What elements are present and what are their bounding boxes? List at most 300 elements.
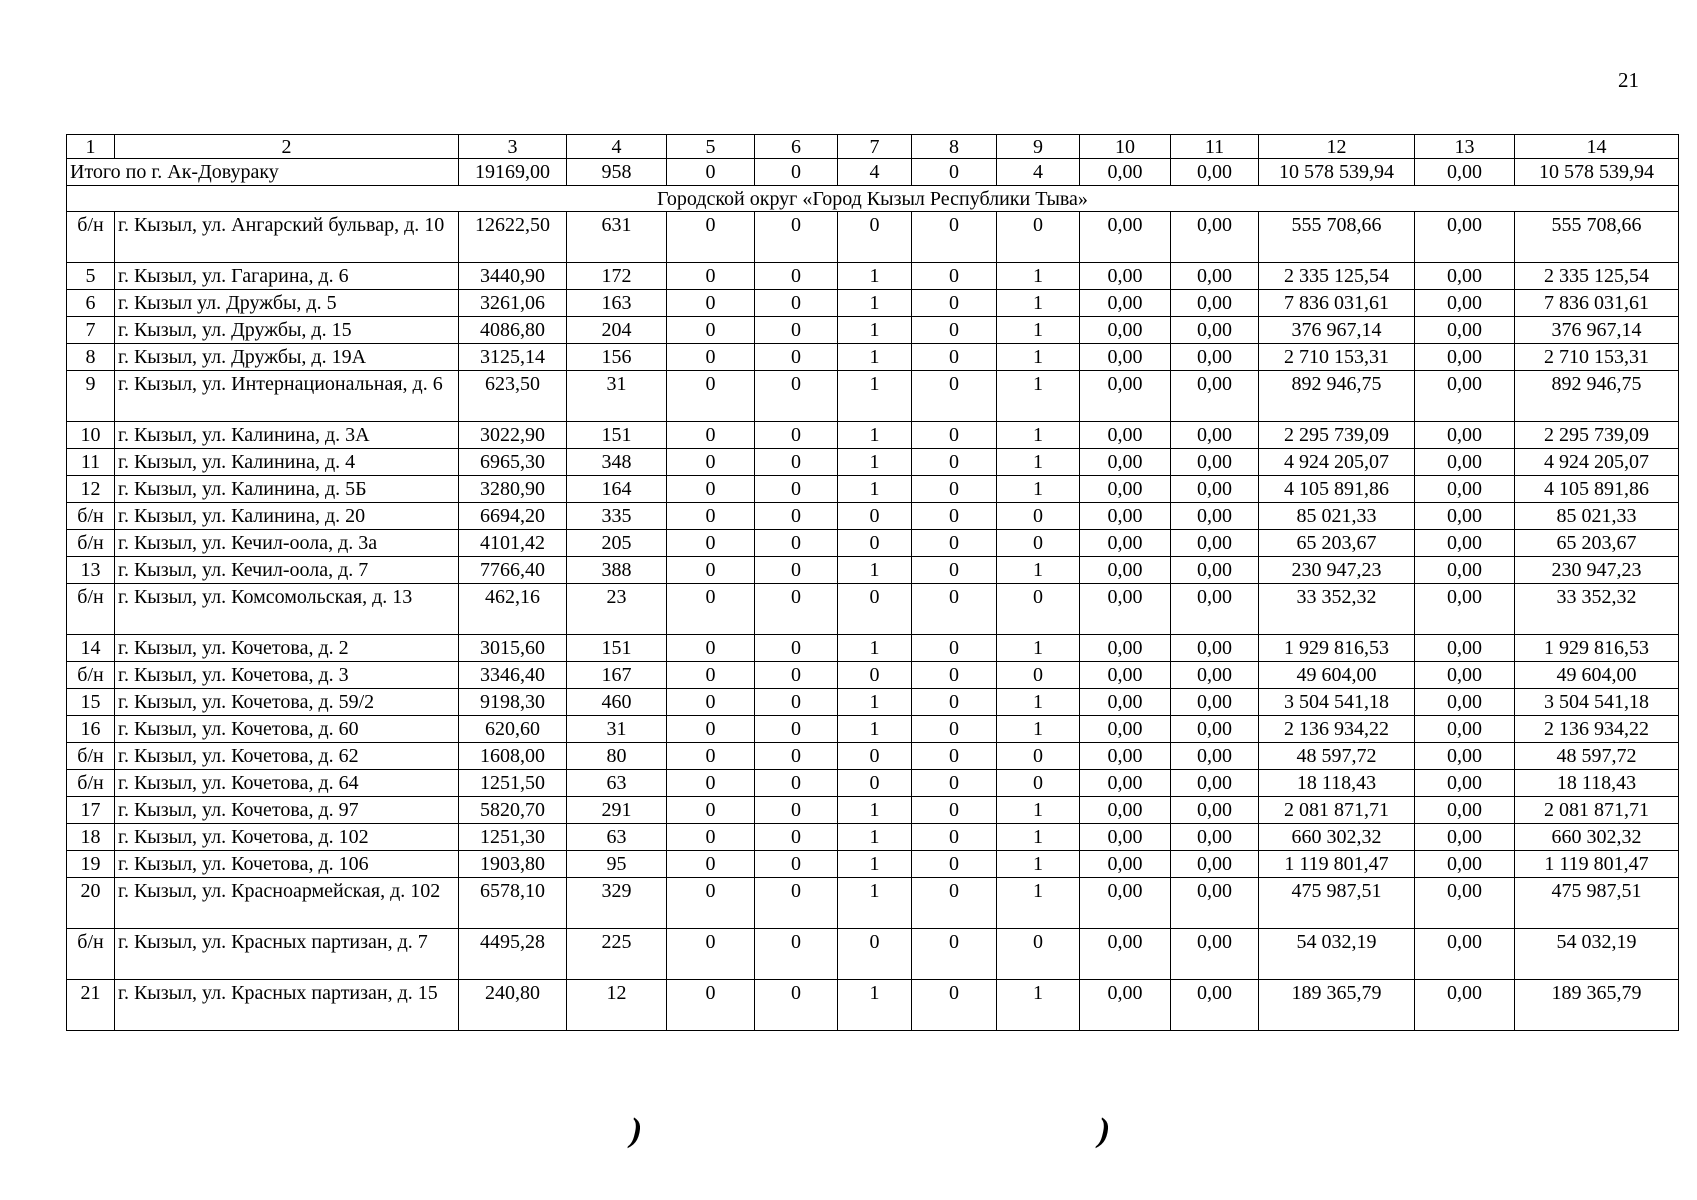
col-13-cell: 0,00 — [1415, 422, 1515, 449]
col-13-cell: 0,00 — [1415, 263, 1515, 290]
col-10-cell: 0,00 — [1080, 317, 1171, 344]
column-number-cell: 11 — [1171, 135, 1259, 159]
amount-14-cell: 54 032,19 — [1515, 929, 1679, 980]
row-number-cell: 9 — [67, 371, 115, 422]
col-5-cell: 0 — [667, 980, 755, 1031]
col-9-cell: 0 — [997, 503, 1080, 530]
col-6-cell: 0 — [755, 557, 838, 584]
row-number-cell: 6 — [67, 290, 115, 317]
table-row — [67, 422, 1679, 449]
col-9-cell: 1 — [997, 851, 1080, 878]
table-row — [67, 824, 1679, 851]
area-cell: 3125,14 — [459, 344, 567, 371]
col-11-cell: 0,00 — [1171, 422, 1259, 449]
amount-12-cell: 54 032,19 — [1259, 929, 1415, 980]
col-11-cell: 0,00 — [1171, 929, 1259, 980]
col-9-cell: 1 — [997, 557, 1080, 584]
col-8-cell: 0 — [912, 290, 997, 317]
address-cell: г. Кызыл, ул. Кочетова, д. 60 — [115, 716, 459, 743]
col-7-cell: 1 — [838, 878, 912, 929]
table-row — [67, 530, 1679, 557]
address-cell: г. Кызыл, ул. Дружбы, д. 19А — [115, 344, 459, 371]
amount-14-cell: 2 710 153,31 — [1515, 344, 1679, 371]
col-6-cell: 0 — [755, 584, 838, 635]
amount-14-cell: 892 946,75 — [1515, 371, 1679, 422]
area-cell: 12622,50 — [459, 212, 567, 263]
amount-14-cell: 376 967,14 — [1515, 317, 1679, 344]
amount-14-cell: 49 604,00 — [1515, 662, 1679, 689]
amount-12-cell: 4 924 205,07 — [1259, 449, 1415, 476]
amount-12-cell: 4 105 891,86 — [1259, 476, 1415, 503]
col-10-cell: 0,00 — [1080, 344, 1171, 371]
col-7-cell: 0 — [838, 212, 912, 263]
col-9-cell: 1 — [997, 263, 1080, 290]
row-number-cell: б/н — [67, 530, 115, 557]
total-label: Итого по г. Ак-Довураку — [67, 159, 459, 186]
total-cell: 10 578 539,94 — [1259, 159, 1415, 186]
amount-14-cell: 65 203,67 — [1515, 530, 1679, 557]
amount-14-cell: 555 708,66 — [1515, 212, 1679, 263]
amount-14-cell: 3 504 541,18 — [1515, 689, 1679, 716]
table-row — [67, 878, 1679, 929]
area-cell: 6694,20 — [459, 503, 567, 530]
col-5-cell: 0 — [667, 929, 755, 980]
col-9-cell: 1 — [997, 635, 1080, 662]
col-11-cell: 0,00 — [1171, 980, 1259, 1031]
col-8-cell: 0 — [912, 689, 997, 716]
col-8-cell: 0 — [912, 851, 997, 878]
col-6-cell: 0 — [755, 317, 838, 344]
apartments-cell: 151 — [567, 422, 667, 449]
col-7-cell: 1 — [838, 263, 912, 290]
amount-12-cell: 1 929 816,53 — [1259, 635, 1415, 662]
amount-14-cell: 48 597,72 — [1515, 743, 1679, 770]
table-row — [67, 635, 1679, 662]
table-row — [67, 344, 1679, 371]
col-13-cell: 0,00 — [1415, 824, 1515, 851]
area-cell: 9198,30 — [459, 689, 567, 716]
column-number-cell: 1 — [67, 135, 115, 159]
address-cell: г. Кызыл ул. Дружбы, д. 5 — [115, 290, 459, 317]
col-10-cell: 0,00 — [1080, 770, 1171, 797]
col-6-cell: 0 — [755, 743, 838, 770]
column-number-cell: 6 — [755, 135, 838, 159]
col-13-cell: 0,00 — [1415, 743, 1515, 770]
col-6-cell: 0 — [755, 503, 838, 530]
column-number-cell: 13 — [1415, 135, 1515, 159]
column-number-row — [67, 135, 1679, 159]
table-row — [67, 980, 1679, 1031]
area-cell: 620,60 — [459, 716, 567, 743]
col-6-cell: 0 — [755, 371, 838, 422]
col-8-cell: 0 — [912, 422, 997, 449]
apartments-cell: 225 — [567, 929, 667, 980]
col-9-cell: 1 — [997, 422, 1080, 449]
area-cell: 3015,60 — [459, 635, 567, 662]
col-5-cell: 0 — [667, 422, 755, 449]
col-13-cell: 0,00 — [1415, 290, 1515, 317]
col-6-cell: 0 — [755, 344, 838, 371]
address-cell: г. Кызыл, ул. Красных партизан, д. 15 — [115, 980, 459, 1031]
col-13-cell: 0,00 — [1415, 770, 1515, 797]
amount-12-cell: 230 947,23 — [1259, 557, 1415, 584]
col-13-cell: 0,00 — [1415, 530, 1515, 557]
col-10-cell: 0,00 — [1080, 662, 1171, 689]
col-8-cell: 0 — [912, 371, 997, 422]
apartments-cell: 348 — [567, 449, 667, 476]
col-5-cell: 0 — [667, 878, 755, 929]
col-13-cell: 0,00 — [1415, 212, 1515, 263]
col-8-cell: 0 — [912, 797, 997, 824]
amount-12-cell: 660 302,32 — [1259, 824, 1415, 851]
row-number-cell: 19 — [67, 851, 115, 878]
col-13-cell: 0,00 — [1415, 584, 1515, 635]
col-6-cell: 0 — [755, 212, 838, 263]
col-7-cell: 0 — [838, 662, 912, 689]
amount-14-cell: 85 021,33 — [1515, 503, 1679, 530]
area-cell: 3346,40 — [459, 662, 567, 689]
amount-12-cell: 892 946,75 — [1259, 371, 1415, 422]
area-cell: 5820,70 — [459, 797, 567, 824]
col-9-cell: 1 — [997, 716, 1080, 743]
col-13-cell: 0,00 — [1415, 662, 1515, 689]
col-10-cell: 0,00 — [1080, 851, 1171, 878]
col-10-cell: 0,00 — [1080, 503, 1171, 530]
amount-14-cell: 660 302,32 — [1515, 824, 1679, 851]
col-7-cell: 0 — [838, 530, 912, 557]
col-5-cell: 0 — [667, 290, 755, 317]
col-5-cell: 0 — [667, 824, 755, 851]
total-cell: 4 — [838, 159, 912, 186]
address-cell: г. Кызыл, ул. Красных партизан, д. 7 — [115, 929, 459, 980]
amount-12-cell: 85 021,33 — [1259, 503, 1415, 530]
amount-14-cell: 2 081 871,71 — [1515, 797, 1679, 824]
col-9-cell: 1 — [997, 290, 1080, 317]
apartments-cell: 167 — [567, 662, 667, 689]
col-10-cell: 0,00 — [1080, 689, 1171, 716]
area-cell: 1608,00 — [459, 743, 567, 770]
col-5-cell: 0 — [667, 263, 755, 290]
address-cell: г. Кызыл, ул. Калинина, д. 4 — [115, 449, 459, 476]
col-7-cell: 1 — [838, 290, 912, 317]
column-number-cell: 14 — [1515, 135, 1679, 159]
section-title: Городской округ «Город Кызыл Республики Тыва» — [67, 186, 1679, 212]
row-number-cell: б/н — [67, 743, 115, 770]
col-5-cell: 0 — [667, 317, 755, 344]
address-cell: г. Кызыл, ул. Кочетова, д. 59/2 — [115, 689, 459, 716]
row-number-cell: 12 — [67, 476, 115, 503]
total-cell: 0,00 — [1171, 159, 1259, 186]
col-11-cell: 0,00 — [1171, 557, 1259, 584]
col-13-cell: 0,00 — [1415, 476, 1515, 503]
col-5-cell: 0 — [667, 449, 755, 476]
table-row — [67, 716, 1679, 743]
total-cell: 4 — [997, 159, 1080, 186]
table-row — [67, 743, 1679, 770]
area-cell: 3280,90 — [459, 476, 567, 503]
col-11-cell: 0,00 — [1171, 371, 1259, 422]
col-9-cell: 0 — [997, 770, 1080, 797]
address-cell: г. Кызыл, ул. Дружбы, д. 15 — [115, 317, 459, 344]
row-number-cell: 14 — [67, 635, 115, 662]
col-8-cell: 0 — [912, 584, 997, 635]
col-10-cell: 0,00 — [1080, 980, 1171, 1031]
col-10-cell: 0,00 — [1080, 263, 1171, 290]
area-cell: 3440,90 — [459, 263, 567, 290]
apartments-cell: 204 — [567, 317, 667, 344]
amount-14-cell: 4 924 205,07 — [1515, 449, 1679, 476]
amount-12-cell: 555 708,66 — [1259, 212, 1415, 263]
col-10-cell: 0,00 — [1080, 422, 1171, 449]
total-cell: 0 — [667, 159, 755, 186]
col-5-cell: 0 — [667, 635, 755, 662]
col-7-cell: 1 — [838, 557, 912, 584]
col-6-cell: 0 — [755, 662, 838, 689]
col-10-cell: 0,00 — [1080, 743, 1171, 770]
amount-14-cell: 33 352,32 — [1515, 584, 1679, 635]
col-8-cell: 0 — [912, 449, 997, 476]
col-7-cell: 1 — [838, 422, 912, 449]
col-8-cell: 0 — [912, 557, 997, 584]
column-number-cell: 5 — [667, 135, 755, 159]
col-5-cell: 0 — [667, 743, 755, 770]
col-6-cell: 0 — [755, 878, 838, 929]
col-6-cell: 0 — [755, 770, 838, 797]
apartments-cell: 80 — [567, 743, 667, 770]
col-8-cell: 0 — [912, 635, 997, 662]
col-11-cell: 0,00 — [1171, 503, 1259, 530]
col-8-cell: 0 — [912, 344, 997, 371]
total-cell: 0 — [755, 159, 838, 186]
column-number-cell: 3 — [459, 135, 567, 159]
col-5-cell: 0 — [667, 212, 755, 263]
amount-14-cell: 4 105 891,86 — [1515, 476, 1679, 503]
total-cell: 19169,00 — [459, 159, 567, 186]
col-5-cell: 0 — [667, 851, 755, 878]
col-8-cell: 0 — [912, 716, 997, 743]
address-cell: г. Кызыл, ул. Комсомольская, д. 13 — [115, 584, 459, 635]
table-row — [67, 503, 1679, 530]
row-number-cell: 21 — [67, 980, 115, 1031]
total-cell: 0 — [912, 159, 997, 186]
amount-12-cell: 1 119 801,47 — [1259, 851, 1415, 878]
apartments-cell: 163 — [567, 290, 667, 317]
amount-14-cell: 7 836 031,61 — [1515, 290, 1679, 317]
column-number-cell: 7 — [838, 135, 912, 159]
col-7-cell: 1 — [838, 824, 912, 851]
col-6-cell: 0 — [755, 476, 838, 503]
col-11-cell: 0,00 — [1171, 263, 1259, 290]
housing-register-table — [66, 134, 1679, 1031]
col-11-cell: 0,00 — [1171, 212, 1259, 263]
row-number-cell: 15 — [67, 689, 115, 716]
apartments-cell: 23 — [567, 584, 667, 635]
row-number-cell: б/н — [67, 929, 115, 980]
table-row — [67, 770, 1679, 797]
address-cell: г. Кызыл, ул. Кечил-оола, д. 3а — [115, 530, 459, 557]
area-cell: 4101,42 — [459, 530, 567, 557]
col-7-cell: 1 — [838, 317, 912, 344]
col-5-cell: 0 — [667, 716, 755, 743]
col-6-cell: 0 — [755, 797, 838, 824]
table-row — [67, 212, 1679, 263]
col-9-cell: 0 — [997, 929, 1080, 980]
total-cell: 0,00 — [1415, 159, 1515, 186]
table-row — [67, 290, 1679, 317]
total-row — [67, 159, 1679, 186]
amount-14-cell: 2 295 739,09 — [1515, 422, 1679, 449]
table-row — [67, 584, 1679, 635]
col-9-cell: 1 — [997, 878, 1080, 929]
col-7-cell: 0 — [838, 770, 912, 797]
col-9-cell: 0 — [997, 530, 1080, 557]
col-7-cell: 0 — [838, 584, 912, 635]
row-number-cell: 8 — [67, 344, 115, 371]
col-8-cell: 0 — [912, 878, 997, 929]
row-number-cell: 17 — [67, 797, 115, 824]
col-7-cell: 0 — [838, 503, 912, 530]
apartments-cell: 63 — [567, 824, 667, 851]
amount-12-cell: 3 504 541,18 — [1259, 689, 1415, 716]
row-number-cell: 20 — [67, 878, 115, 929]
col-9-cell: 0 — [997, 662, 1080, 689]
col-6-cell: 0 — [755, 263, 838, 290]
col-5-cell: 0 — [667, 797, 755, 824]
col-9-cell: 0 — [997, 212, 1080, 263]
col-8-cell: 0 — [912, 212, 997, 263]
col-6-cell: 0 — [755, 422, 838, 449]
address-cell: г. Кызыл, ул. Интернациональная, д. 6 — [115, 371, 459, 422]
apartments-cell: 460 — [567, 689, 667, 716]
address-cell: г. Кызыл, ул. Гагарина, д. 6 — [115, 263, 459, 290]
page-number: 21 — [1618, 68, 1639, 92]
address-cell: г. Кызыл, ул. Кочетова, д. 64 — [115, 770, 459, 797]
table-row — [67, 263, 1679, 290]
table-row — [67, 689, 1679, 716]
amount-12-cell: 48 597,72 — [1259, 743, 1415, 770]
col-5-cell: 0 — [667, 503, 755, 530]
col-7-cell: 1 — [838, 716, 912, 743]
apartments-cell: 164 — [567, 476, 667, 503]
col-8-cell: 0 — [912, 770, 997, 797]
amount-12-cell: 49 604,00 — [1259, 662, 1415, 689]
amount-14-cell: 2 136 934,22 — [1515, 716, 1679, 743]
col-9-cell: 0 — [997, 743, 1080, 770]
col-11-cell: 0,00 — [1171, 530, 1259, 557]
col-9-cell: 1 — [997, 449, 1080, 476]
col-9-cell: 1 — [997, 476, 1080, 503]
col-10-cell: 0,00 — [1080, 557, 1171, 584]
col-5-cell: 0 — [667, 689, 755, 716]
row-number-cell: б/н — [67, 584, 115, 635]
col-13-cell: 0,00 — [1415, 371, 1515, 422]
col-9-cell: 1 — [997, 824, 1080, 851]
col-5-cell: 0 — [667, 584, 755, 635]
row-number-cell: 7 — [67, 317, 115, 344]
address-cell: г. Кызыл, ул. Красноармейская, д. 102 — [115, 878, 459, 929]
col-13-cell: 0,00 — [1415, 851, 1515, 878]
row-number-cell: 18 — [67, 824, 115, 851]
area-cell: 3022,90 — [459, 422, 567, 449]
row-number-cell: б/н — [67, 503, 115, 530]
area-cell: 6965,30 — [459, 449, 567, 476]
col-13-cell: 0,00 — [1415, 317, 1515, 344]
total-cell: 0,00 — [1080, 159, 1171, 186]
address-cell: г. Кызыл, ул. Кочетова, д. 2 — [115, 635, 459, 662]
col-6-cell: 0 — [755, 530, 838, 557]
col-9-cell: 1 — [997, 317, 1080, 344]
col-10-cell: 0,00 — [1080, 290, 1171, 317]
row-number-cell: 5 — [67, 263, 115, 290]
col-9-cell: 1 — [997, 371, 1080, 422]
col-6-cell: 0 — [755, 635, 838, 662]
col-9-cell: 0 — [997, 584, 1080, 635]
col-11-cell: 0,00 — [1171, 344, 1259, 371]
col-10-cell: 0,00 — [1080, 716, 1171, 743]
col-10-cell: 0,00 — [1080, 929, 1171, 980]
col-11-cell: 0,00 — [1171, 449, 1259, 476]
col-10-cell: 0,00 — [1080, 797, 1171, 824]
address-cell: г. Кызыл, ул. Ангарский бульвар, д. 10 — [115, 212, 459, 263]
col-7-cell: 1 — [838, 980, 912, 1031]
col-8-cell: 0 — [912, 980, 997, 1031]
col-11-cell: 0,00 — [1171, 824, 1259, 851]
amount-12-cell: 475 987,51 — [1259, 878, 1415, 929]
col-8-cell: 0 — [912, 530, 997, 557]
area-cell: 240,80 — [459, 980, 567, 1031]
col-13-cell: 0,00 — [1415, 344, 1515, 371]
row-number-cell: 10 — [67, 422, 115, 449]
col-11-cell: 0,00 — [1171, 635, 1259, 662]
row-number-cell: б/н — [67, 770, 115, 797]
amount-12-cell: 18 118,43 — [1259, 770, 1415, 797]
address-cell: г. Кызыл, ул. Кочетова, д. 106 — [115, 851, 459, 878]
col-10-cell: 0,00 — [1080, 449, 1171, 476]
column-number-cell: 12 — [1259, 135, 1415, 159]
table-row — [67, 797, 1679, 824]
col-9-cell: 1 — [997, 344, 1080, 371]
amount-12-cell: 7 836 031,61 — [1259, 290, 1415, 317]
apartments-cell: 95 — [567, 851, 667, 878]
amount-12-cell: 2 081 871,71 — [1259, 797, 1415, 824]
col-11-cell: 0,00 — [1171, 662, 1259, 689]
amount-14-cell: 189 365,79 — [1515, 980, 1679, 1031]
apartments-cell: 172 — [567, 263, 667, 290]
col-6-cell: 0 — [755, 689, 838, 716]
bottom-mark: ) — [1094, 1112, 1114, 1149]
col-10-cell: 0,00 — [1080, 371, 1171, 422]
col-6-cell: 0 — [755, 851, 838, 878]
col-5-cell: 0 — [667, 476, 755, 503]
col-8-cell: 0 — [912, 317, 997, 344]
amount-14-cell: 18 118,43 — [1515, 770, 1679, 797]
col-13-cell: 0,00 — [1415, 797, 1515, 824]
address-cell: г. Кызыл, ул. Калинина, д. 3А — [115, 422, 459, 449]
amount-12-cell: 189 365,79 — [1259, 980, 1415, 1031]
col-7-cell: 1 — [838, 476, 912, 503]
apartments-cell: 31 — [567, 716, 667, 743]
amount-14-cell: 230 947,23 — [1515, 557, 1679, 584]
row-number-cell: 16 — [67, 716, 115, 743]
row-number-cell: 13 — [67, 557, 115, 584]
col-7-cell: 1 — [838, 635, 912, 662]
col-8-cell: 0 — [912, 929, 997, 980]
area-cell: 4086,80 — [459, 317, 567, 344]
address-cell: г. Кызыл, ул. Кечил-оола, д. 7 — [115, 557, 459, 584]
col-5-cell: 0 — [667, 344, 755, 371]
col-5-cell: 0 — [667, 557, 755, 584]
table-row — [67, 449, 1679, 476]
